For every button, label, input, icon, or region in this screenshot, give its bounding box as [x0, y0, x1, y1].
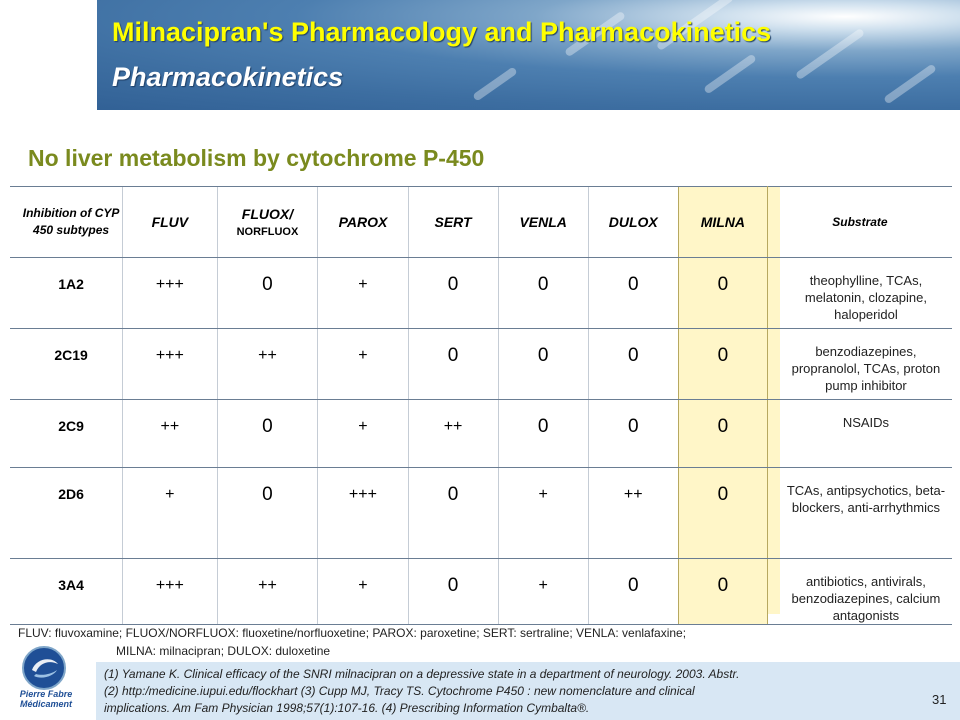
cell-value: 0	[588, 258, 678, 329]
cell-value: +	[318, 329, 408, 400]
cell-value-milna: 0	[678, 559, 767, 625]
col-header-sert: SERT	[408, 187, 498, 258]
col-header-fluox-label: FLUOX/	[241, 206, 294, 222]
cell-value: +	[498, 559, 588, 625]
references	[104, 666, 904, 717]
cell-substrate: TCAs, antipsychotics, beta-blockers, anti-arrhythmics	[767, 468, 952, 559]
cell-value: ++	[123, 400, 217, 468]
decor-streak	[703, 54, 757, 95]
table-row	[10, 329, 952, 400]
company-name	[10, 689, 82, 709]
cell-value: +++	[318, 468, 408, 559]
cell-value: 0	[408, 559, 498, 625]
cell-value-milna: 0	[678, 329, 767, 400]
cell-value: 0	[498, 258, 588, 329]
cell-value: ++	[408, 400, 498, 468]
abbreviations-line1: FLUV: fluvoxamine; FLUOX/NORFLUOX: fluoxetine/norfluoxetine; PAROX: paroxetine; SERT: sertraline; VENLA: venlafaxine;	[18, 626, 687, 640]
cell-value: 0	[498, 329, 588, 400]
cyp450-inhibition-table	[10, 186, 952, 625]
cell-value: +++	[123, 559, 217, 625]
cell-value: 0	[408, 258, 498, 329]
col-header-substrate: Substrate	[767, 187, 952, 258]
col-header-milna: MILNA	[678, 187, 767, 258]
table-row	[10, 559, 952, 625]
row-label: 2C9	[10, 400, 123, 468]
cell-value: ++	[217, 559, 318, 625]
cell-substrate: NSAIDs	[767, 400, 952, 468]
decor-streak	[883, 64, 937, 105]
cell-value-milna: 0	[678, 258, 767, 329]
decor-streak	[472, 66, 518, 101]
cell-substrate: benzodiazepines, propranolol, TCAs, proton pump inhibitor	[767, 329, 952, 400]
cell-value: 0	[498, 400, 588, 468]
reference-line: (1) Yamane K. Clinical efficacy of the SNRI milnacipran on a depressive state in a department of neurology. 2003. Abstr.	[104, 667, 740, 681]
cell-value: 0	[217, 258, 318, 329]
cell-value: 0	[217, 400, 318, 468]
col-header-dulox: DULOX	[588, 187, 678, 258]
cell-value: 0	[217, 468, 318, 559]
header-logo-cell	[0, 0, 97, 110]
row-label: 2D6	[10, 468, 123, 559]
cell-value: +	[498, 468, 588, 559]
cell-value: 0	[408, 329, 498, 400]
cell-value-milna: 0	[678, 468, 767, 559]
slide-section-title: Pharmacokinetics	[112, 62, 344, 92]
slide-title: Milnacipran's Pharmacology and Pharmacokinetics	[112, 17, 772, 47]
cell-value: 0	[588, 559, 678, 625]
company-name-line2: Médicament	[19, 699, 72, 709]
company-name-line1: Pierre Fabre	[19, 689, 73, 699]
cell-value: +	[318, 400, 408, 468]
cell-value: ++	[588, 468, 678, 559]
cell-value: 0	[588, 329, 678, 400]
row-label: 1A2	[10, 258, 123, 329]
cell-value: 0	[408, 468, 498, 559]
col-header-venla: VENLA	[498, 187, 588, 258]
pierre-fabre-swirl-icon	[24, 648, 64, 688]
cell-value: ++	[217, 329, 318, 400]
cell-substrate: antibiotics, antivirals, benzodiazepines, calcium antagonists	[767, 559, 952, 625]
reference-line: implications. Am Fam Physician 1998;57(1):107-16. (4) Prescribing Information Cymbalta®.	[104, 701, 590, 715]
abbreviations-line2: MILNA: milnacipran; DULOX: duloxetine	[116, 644, 331, 658]
decor-streak	[795, 28, 865, 80]
cell-value: +++	[123, 329, 217, 400]
row-label: 2C19	[10, 329, 123, 400]
table-row	[10, 258, 952, 329]
row-label: 3A4	[10, 559, 123, 625]
reference-line: (2) http:/medicine.iupui.edu/flockhart (3) Cupp MJ, Tracy TS. Cytochrome P450 : new nomenclature and clinical	[104, 684, 695, 698]
cell-value: 0	[588, 400, 678, 468]
table-header-row	[10, 187, 952, 258]
cell-value: +	[318, 559, 408, 625]
slide-subtitle: No liver metabolism by cytochrome P-450	[28, 145, 485, 171]
cell-value: +	[123, 468, 217, 559]
table-row	[10, 468, 952, 559]
pierre-fabre-logo-icon	[22, 646, 66, 690]
cell-value-milna: 0	[678, 400, 767, 468]
col-header-fluox	[217, 187, 318, 258]
col-header-norfluox: NORFLUOX	[236, 226, 299, 238]
cell-value: +	[318, 258, 408, 329]
page-number: 31	[932, 692, 947, 707]
cell-value: +++	[123, 258, 217, 329]
corner-label: Inhibition of CYP 450 subtypes	[10, 187, 123, 258]
cell-substrate: theophylline, TCAs, melatonin, clozapine, haloperidol	[767, 258, 952, 329]
table-row	[10, 400, 952, 468]
col-header-parox: PAROX	[318, 187, 408, 258]
col-header-fluv: FLUV	[123, 187, 217, 258]
